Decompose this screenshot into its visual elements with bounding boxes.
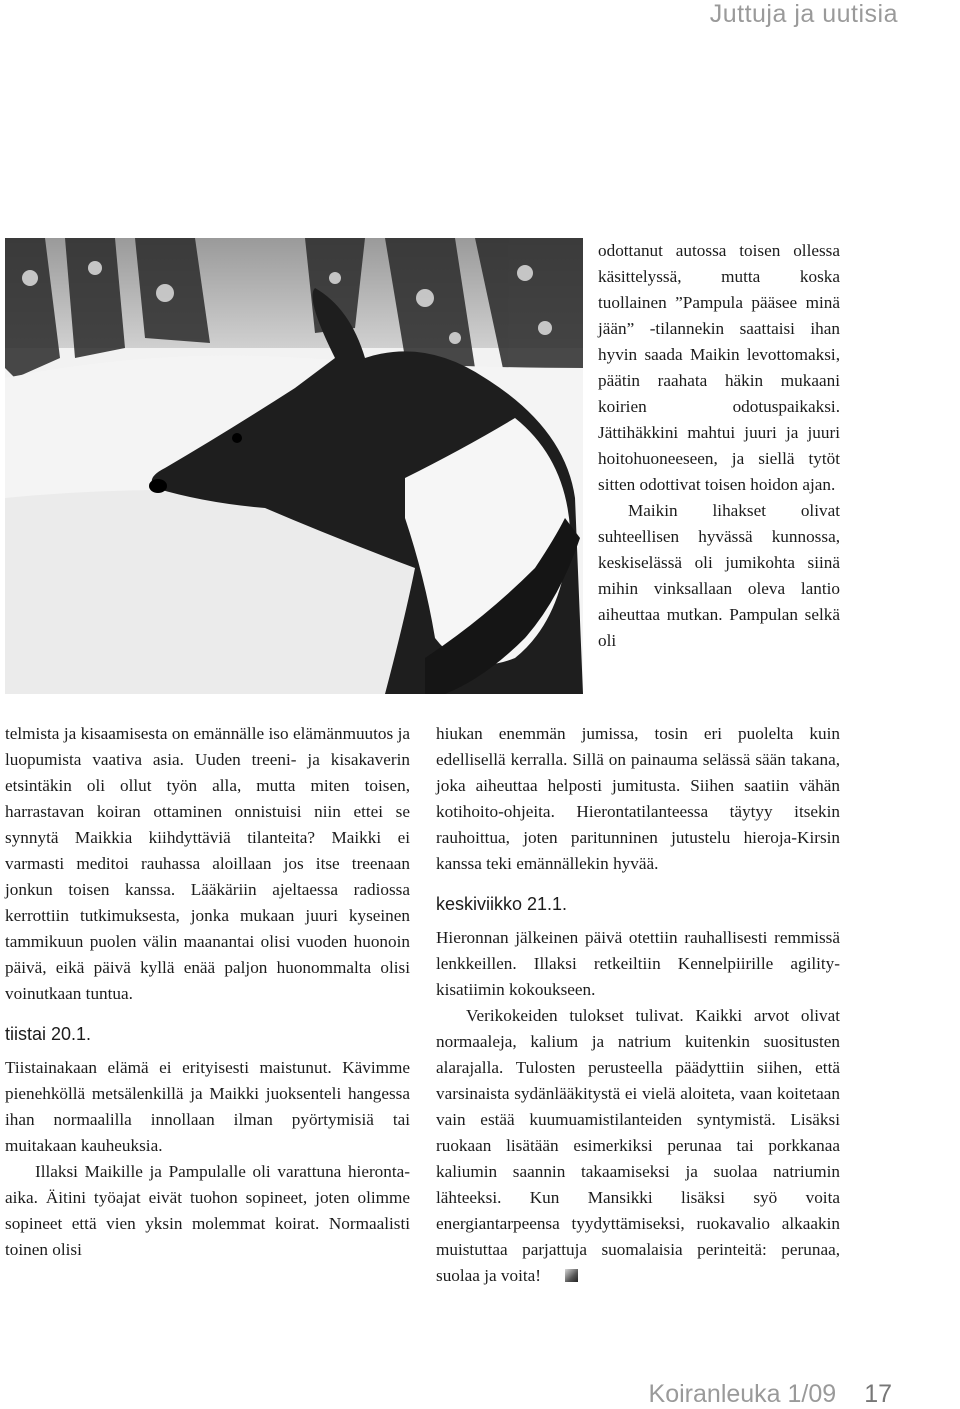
end-mark-icon bbox=[565, 1269, 578, 1282]
paragraph: Hieronnan jälkeinen päivä otettiin rauhallisesti remmissä lenkkeillen. Illaksi retkeiltiin Kennelpiirille agility-kisatiimin kokoukseen. bbox=[436, 928, 840, 999]
page-footer bbox=[649, 1380, 892, 1409]
dog-photo bbox=[5, 238, 583, 694]
section-title: Juttuja ja uutisia bbox=[709, 0, 898, 28]
text-column-right-bottom bbox=[436, 721, 840, 1289]
text-column-right-top bbox=[598, 238, 840, 654]
section-heading: tiistai 20.1. bbox=[5, 1024, 92, 1044]
paragraph-last bbox=[436, 1003, 840, 1289]
paragraph: Illaksi Maikille ja Pampulalle oli varattuna hieronta-aika. Äitini työajat eivät tuohon sopineet, joten olimme sopineet että vien yksin molemmat koirat. Normaalisti toinen olisi bbox=[5, 1162, 410, 1259]
magazine-issue: Koiranleuka 1/09 bbox=[648, 1380, 837, 1408]
paragraph: Tiistainakaan elämä ei erityisesti maistunut. Kävimme pienehköllä metsälenkillä ja Maikki juoksenteli hangessa ihan normaalilla innollaan ilman pyörtymisiä tai muitakaan kauheuksia. bbox=[5, 1058, 410, 1155]
paragraph: odottanut autossa toisen ollessa käsittelyssä, mutta koska tuollainen ”Pampula pääsee minä jään” -tilannekin saattaisi ihan hyvin saada Maikin levottomaksi, päätin raahata häkin mukaani koirien odotuspaikaksi. Jättihäkkini mahtui juuri ja juuri hoitohuoneeseen, ja siellä tytöt sitten odottivat toisen hoidon ajan. bbox=[598, 241, 840, 494]
paragraph: telmista ja kisaamisesta on emännälle iso elämänmuutos ja luopumista vaativa asia. Uuden treeni- ja kisakaverin etsintäkin oli ollut työn alla, mutta miten toisen, harrastavan koiran ottaminen onnistuisi niin ettei se synnytä Maikkia kiihdyttäviä tilanteita? Maikki ei varmasti meditoi rauhassa aloillaan jos itse treenaan jonkun toisen kanssa. Lääkäriin ajeltaessa radiossa kerrottiin tutkimuksesta, jonka mukaan juuri kyseinen tammikuun puolen välin maanantai olisi vuoden huonoin päivä, eikä päivä kyllä enää paljon huonommalta olisi voinutkaan tuntua. bbox=[5, 724, 410, 1003]
paragraph: Maikin lihakset olivat suhteellisen hyvässä kunnossa, keskiselässä oli jumikohta siinä mihin vinksallaan oleva lantio aiheuttaa mutkan. Pampulan selkä oli bbox=[598, 501, 840, 650]
text-column-left bbox=[5, 721, 410, 1263]
paragraph: hiukan enemmän jumissa, tosin eri puolelta kuin edellisellä kerralla. Sillä on painauma selässä sään takana, joka aiheuttaa helposti jumitusta. Siihen saatiin vähän kotihoito-ohjeita. Hierontatilanteessa täytyy itsekin rauhoittua, joten paritunninen jutustelu hieroja-Kirsin kanssa teki emännällekin hyvää. bbox=[436, 724, 840, 873]
paragraph-text: Verikokeiden tulokset tulivat. Kaikki arvot olivat normaaleja, kalium ja natrium kuitenkin suositusten alarajalla. Tulosten perusteella päädyttiin siihen, että varsinaista sydänlääkitystä ei vielä aloiteta, vaan koitetaan vain estää kuumuamistilanteiden syntymistä. Lisäksi ruokaan lisätään esimerkiksi perunaa tai porkkanaa kaliumin saannin takaamiseksi ja suolaa natriumin lähteeksi. Kun Mansikki lisäksi syö voita energiantarpeensa tyydyttämiseksi, ruokavalio alkaakin muistuttaa parjattuja suomalaisia perinteitä: perunaa, suolaa ja voita! bbox=[436, 1006, 840, 1285]
page-number: 17 bbox=[864, 1380, 892, 1408]
section-heading: keskiviikko 21.1. bbox=[436, 894, 568, 914]
